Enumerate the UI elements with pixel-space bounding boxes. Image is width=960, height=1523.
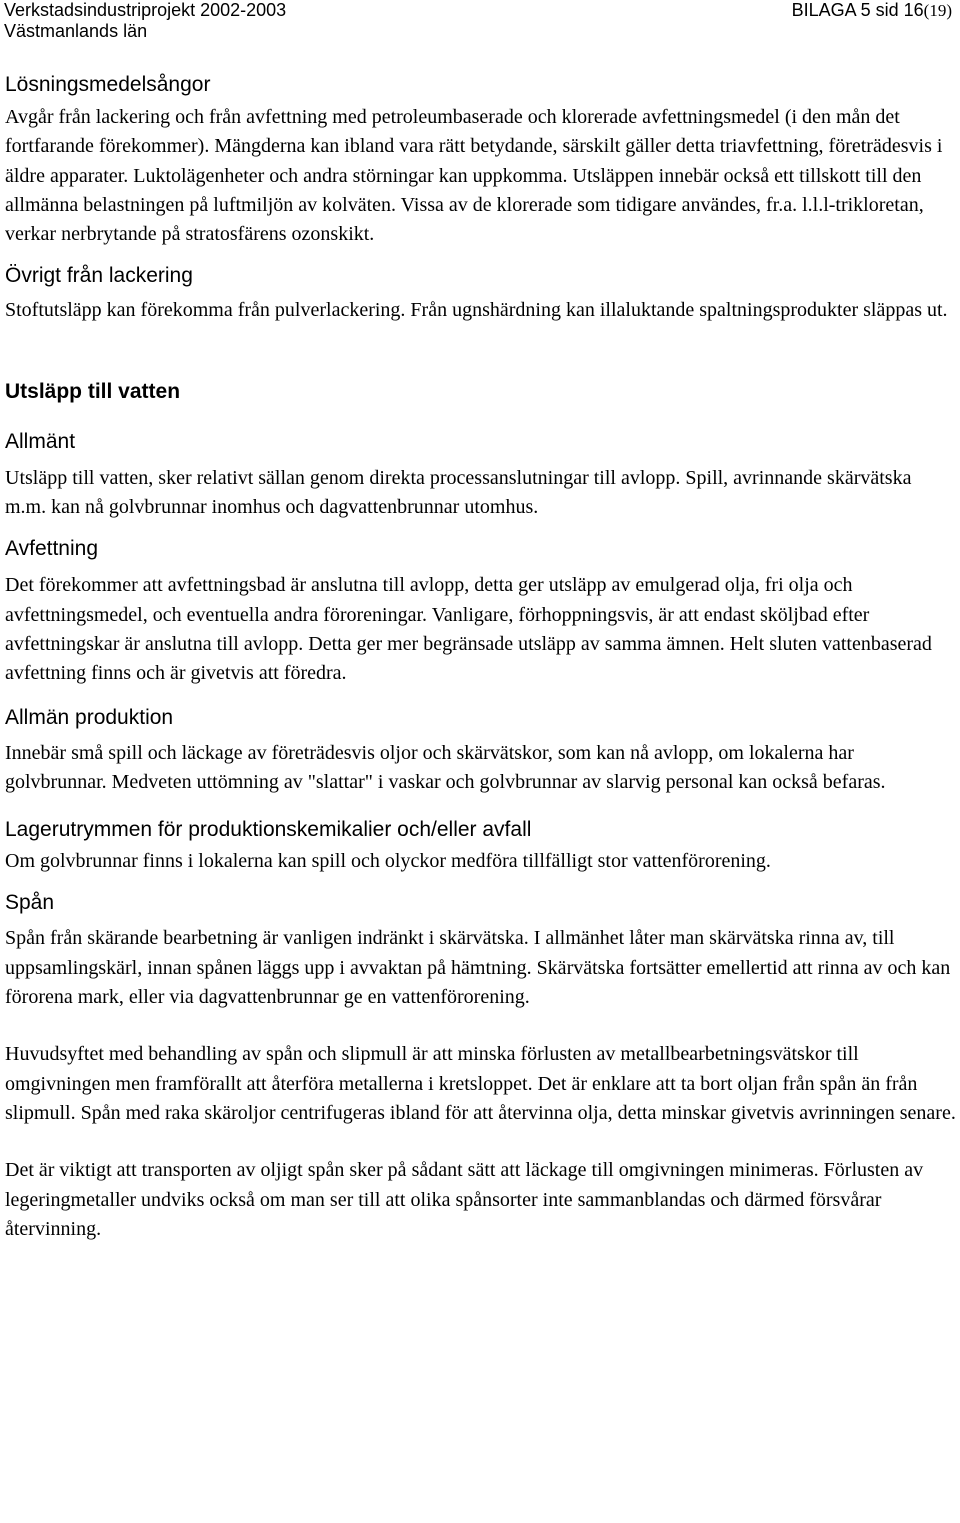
section-paragraph: Det förekommer att avfettningsbad är anslutna till avlopp, detta ger utsläpp av emulgerad olja, fri olja och avfettningsmedel, och eventuella andra föroreningar. Vanligare, förhoppningsvis, är att endast sköljbad efter avfettningskar är anslutna till avlopp. Detta ger mer begränsade utsläpp av samma ämnen. Helt sluten vattenbaserad avfettning finns och är givetvis att föredra.: [5, 574, 932, 685]
section-heading: Lösningsmedelsångor: [5, 73, 211, 96]
section-heading: Avfettning: [5, 537, 99, 561]
section-heading: Allmänt: [5, 429, 76, 453]
annex-page-label: BILAGA 5 sid 16: [791, 0, 924, 20]
page-total: (19): [923, 1, 952, 20]
section-paragraph: Utsläpp till vatten, sker relativt sällan genom direkta processanslutningar till avlopp. Spill, avrinnande skärvätska m.m. kan nå golvbrunnar inomhus och dagvattenbrunnar utomhus.: [5, 466, 912, 519]
section-ovrigt-lackering: [5, 263, 957, 325]
section-losningsmedelsangor: [5, 72, 957, 249]
document-body: [5, 72, 957, 1244]
page-header-right: [792, 0, 952, 21]
section-span: [5, 890, 957, 1244]
chapter-heading: Utsläpp till vatten: [5, 379, 181, 403]
section-lagerutrymmen: [5, 817, 957, 876]
project-name: Verkstadsindustriprojekt 2002-2003: [4, 0, 287, 20]
section-paragraph: Stoftutsläpp kan förekomma från pulverlackering. Från ugnshärdning kan illaluktande spaltningsprodukter släppas ut.: [5, 299, 948, 322]
section-heading: Allmän produktion: [5, 705, 174, 729]
section-paragraph: Det är viktigt att transporten av oljigt spån sker på sådant sätt att läckage till omgivningen minimeras. Förlusten av legeringmetaller undviks också om man ser till att olika spånsorter inte sammanblandas och därmed försvårar återvinning.: [5, 1159, 924, 1240]
section-heading: Spån: [5, 891, 55, 915]
section-utslapp-vatten: [5, 379, 957, 405]
county-name: Västmanlands län: [4, 21, 148, 41]
section-heading: Övrigt från lackering: [5, 264, 193, 288]
section-allman-produktion: [5, 705, 957, 798]
section-paragraph: Om golvbrunnar finns i lokalerna kan spill och olyckor medföra tillfälligt stor vattenförorening.: [5, 850, 771, 873]
section-paragraph: Innebär små spill och läckage av företrädesvis oljor och skärvätskor, som kan nå avlopp, om lokalerna har golvbrunnar. Medveten uttömning av "slattar" i vaskar och golvbrunnar av slarvig personal kan också befaras.: [5, 741, 886, 793]
section-heading: Lagerutrymmen för produktionskemikalier och/eller avfall: [5, 818, 532, 842]
page-header-left: [4, 0, 286, 42]
section-paragraph: Spån från skärande bearbetning är vanligen indränkt i skärvätska. I allmänhet låter man skärvätska rinna av, till uppsamlingskärl, innan spånen läggs upp i avvaktan på hämtning. Skärvätska fortsätter emellertid att rinna av och kan förorena mark, eller via dagvattenbrunnar ge en vattenförorening.: [5, 927, 951, 1009]
section-avfettning: [5, 536, 957, 688]
section-allmant: [5, 429, 957, 523]
section-paragraph: Avgår från lackering och från avfettning med petroleumbaserade och klorerade avfettningsmedel (i den mån det fortfarande förekommer). Mängderna kan ibland vara rätt betydande, särskilt gäller detta triavfettning, företrädesvis i äldre apparater. Luktolägenheter och andra störningar kan uppkomma. Utsläppen innebär också ett tillskott till den allmänna belastningen på luftmiljön av kolväten. Vissa av de klorerade som tidigare användes, fr.a. l.l.l-trikloretan, verkar nerbrytande på stratosfärens ozonskikt.: [5, 106, 943, 246]
section-paragraph: Huvudsyftet med behandling av spån och slipmull är att minska förlusten av metallbearbetningsvätskor till omgivningen men framförallt att återföra metallerna i kretsloppet. Det är enklare att ta bort oljan från spån än från slipmull. Spån med raka skäroljor centrifugeras ibland för att återvinna olja, detta minskar givetvis avrinningen senare.: [5, 1043, 956, 1124]
